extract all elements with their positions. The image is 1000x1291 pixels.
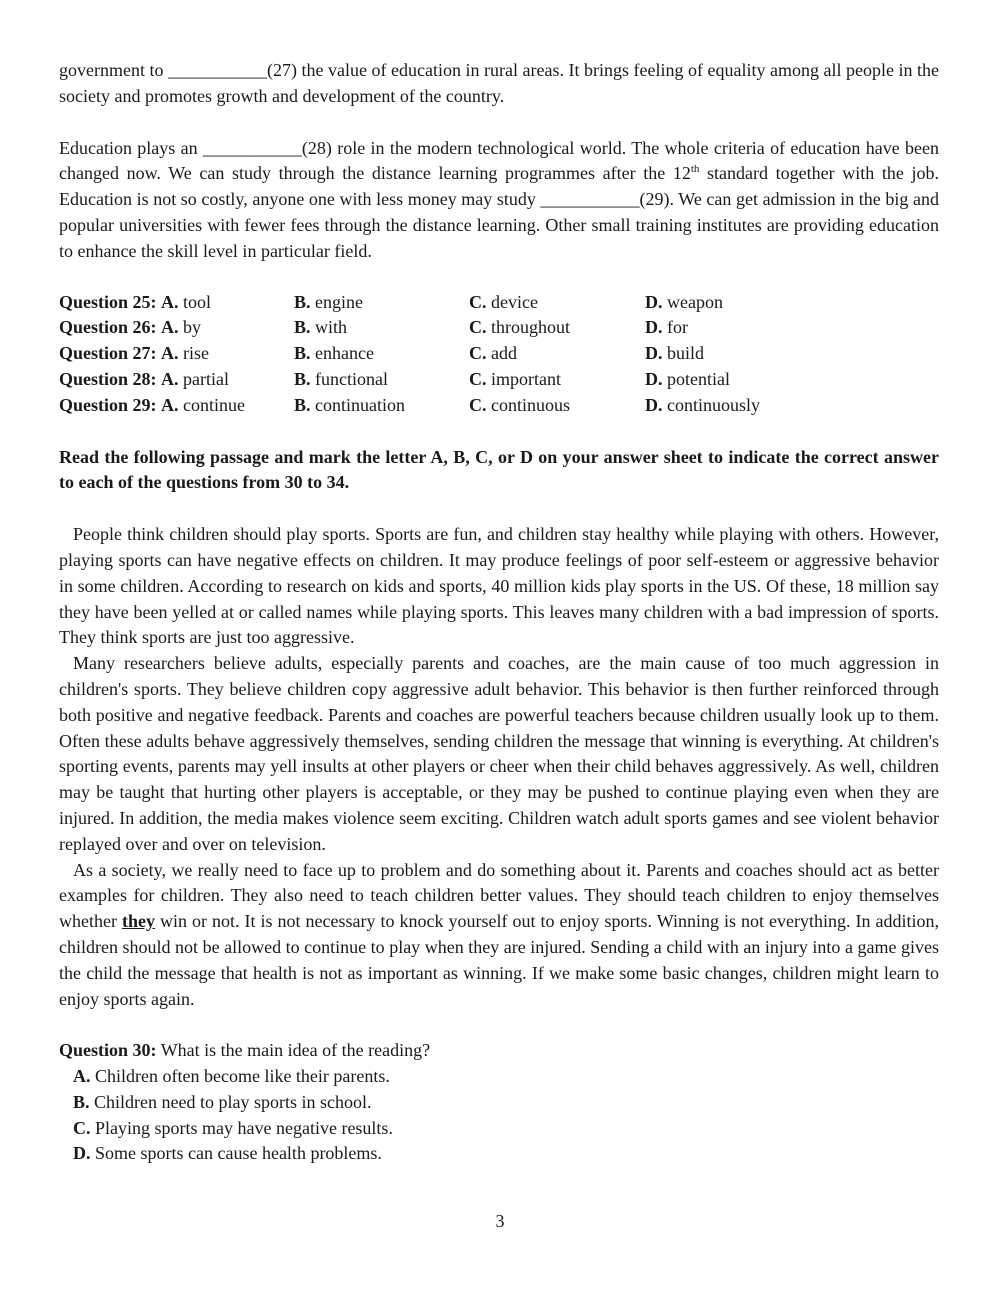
question-30 [59, 1038, 939, 1167]
question-row-29 [59, 393, 939, 419]
passage-paragraph-1: People think children should play sports. Sports are fun, and children stay healthy while playing with others. However, playing sports can have negative effects on children. It may produce feelings of poor self-esteem or aggressive behavior in some children. According to research on kids and sports, 40 million kids play sports in the US. Of these, 18 million say they have been yelled at or called names while playing sports. This leaves many children with a bad impression of sports. They think sports are just too aggressive. [59, 524, 939, 648]
option-letter: C. [469, 317, 487, 338]
option-text: functional [310, 368, 388, 389]
document-page [59, 0, 939, 1167]
text-segment: Education plays an [59, 137, 203, 158]
option-d [645, 393, 845, 419]
blank-28: ___________ [202, 137, 302, 158]
option-letter: C. [469, 394, 487, 415]
option-text: continuous [486, 394, 570, 415]
option-text: for [662, 317, 688, 338]
option-a [59, 290, 294, 316]
option-text: engine [310, 291, 363, 312]
option-text: important [486, 368, 561, 389]
question-label: Question 30: [59, 1040, 157, 1061]
option-letter: B. [294, 317, 311, 338]
question-30-option-a [59, 1064, 939, 1090]
option-b [294, 290, 469, 316]
option-letter: C. [469, 368, 487, 389]
education-paragraph [59, 136, 939, 265]
option-text: by [178, 317, 202, 338]
passage-paragraph-3 [59, 858, 939, 1013]
question-30-option-c [59, 1116, 939, 1142]
option-text: rise [178, 343, 210, 364]
option-a [59, 315, 294, 341]
option-letter: D. [645, 394, 663, 415]
option-d [645, 367, 845, 393]
option-letter: D. [645, 317, 663, 338]
option-text: throughout [486, 317, 570, 338]
question-row-28 [59, 367, 939, 393]
question-row-26 [59, 315, 939, 341]
option-text: continuously [662, 394, 760, 415]
option-d [645, 341, 845, 367]
option-d [645, 290, 845, 316]
question-label: Question 25: [59, 291, 157, 312]
option-c [469, 290, 645, 316]
option-letter: B. [73, 1091, 90, 1112]
question-label: Question 28: [59, 368, 157, 389]
option-letter: D. [73, 1143, 91, 1164]
option-letter: A. [73, 1066, 91, 1087]
question-label: Question 27: [59, 343, 157, 364]
question-30-option-b [59, 1090, 939, 1116]
option-letter: C. [469, 291, 487, 312]
option-d [645, 315, 845, 341]
option-letter: A. [161, 368, 179, 389]
option-a [59, 341, 294, 367]
option-b [294, 315, 469, 341]
option-c [469, 341, 645, 367]
text-segment: (28) role in the modern technological world. The whole criteria of education have been changed now. We can study through the distance learning programmes after the 12 [59, 137, 939, 184]
option-letter: D. [645, 343, 663, 364]
option-letter: D. [645, 368, 663, 389]
option-c [469, 367, 645, 393]
option-text: potential [662, 368, 730, 389]
text-segment: government to [59, 60, 169, 80]
option-text: Some sports can cause health problems. [90, 1143, 382, 1164]
option-text: weapon [662, 291, 723, 312]
blank-27: ___________ [168, 60, 268, 80]
option-letter: A. [161, 343, 179, 364]
option-text: with [310, 317, 348, 338]
text-segment: standard together with the job. Education is not so costly, anyone one with less money may study [59, 163, 939, 210]
option-text: build [662, 343, 705, 364]
option-text: add [486, 343, 517, 364]
question-30-stem [59, 1038, 939, 1064]
option-letter: B. [294, 291, 311, 312]
option-text: Playing sports may have negative results. [90, 1117, 393, 1138]
reading-instruction: Read the following passage and mark the letter A, B, C, or D on your answer sheet to indicate the correct answer to each of the questions from 30 to 34. [59, 446, 939, 493]
text-segment: win or not. It is not necessary to knock yourself out to enjoy sports. Winning is not everything. In addition, children should not be allowed to continue to play when they are injured. Sending a child with an injury into a game gives the child the message that health is not as important as winning. If we make some basic changes, children might learn to enjoy sports again. [59, 911, 939, 1009]
option-text: Children often become like their parents. [90, 1066, 390, 1087]
option-text: continuation [310, 394, 405, 415]
option-b [294, 393, 469, 419]
option-a [59, 367, 294, 393]
question-label: Question 29: [59, 394, 157, 415]
question-stem: What is the main idea of the reading? [156, 1040, 431, 1061]
option-a [59, 393, 294, 419]
option-text: Children need to play sports in school. [89, 1091, 372, 1112]
option-text: enhance [310, 343, 374, 364]
passage-paragraph-2: Many researchers believe adults, especially parents and coaches, are the main cause of too much aggression in children's sports. They believe children copy aggressive adult behavior. This behavior is then further reinforced through both positive and negative feedback. Parents and coaches are powerful teachers because children usually look up to them. Often these adults behave aggressively themselves, sending children the message that winning is everything. At children's sporting events, parents may yell insults at other players or cheer when their child behaves aggressively. As well, children may be taught that hurting other players is acceptable, or they may be pushed to continue playing even when they are injured. In addition, the media makes violence seem exciting. Children watch adult sports games and see violent behavior replayed over and over on television. [59, 653, 939, 854]
option-text: tool [178, 291, 212, 312]
option-letter: A. [161, 394, 179, 415]
reading-passage [59, 522, 939, 1012]
option-text: continue [178, 394, 245, 415]
blank-29: ___________ [540, 189, 640, 210]
continuation-paragraph [59, 58, 939, 110]
option-b [294, 367, 469, 393]
option-text: partial [178, 368, 229, 389]
option-letter: A. [161, 291, 179, 312]
superscript-th: th [690, 163, 700, 176]
option-letter: B. [294, 343, 311, 364]
underlined-word-they: they [121, 911, 155, 932]
option-letter: C. [469, 343, 487, 364]
question-30-option-d [59, 1141, 939, 1167]
question-row-25 [59, 290, 939, 316]
option-letter: D. [645, 291, 663, 312]
page-number: 3 [495, 1211, 505, 1231]
question-options-table [59, 290, 939, 419]
question-label: Question 26: [59, 317, 157, 338]
text-segment: (27) the value of education in rural areas. It brings feeling of equality among all people in the society and promotes growth and development of the country. [59, 60, 940, 106]
option-letter: A. [161, 317, 179, 338]
option-text: device [486, 291, 538, 312]
text-segment: (29). We can get admission in the big and popular universities with fewer fees through the distance learning. Other small training institutes are providing education to enhance the skill level in particular field. [59, 189, 939, 261]
question-row-27 [59, 341, 939, 367]
option-letter: B. [294, 394, 311, 415]
option-c [469, 315, 645, 341]
option-b [294, 341, 469, 367]
option-c [469, 393, 645, 419]
text-segment: As a society, we really need to face up to problem and do something about it. Parents and coaches should act as better examples for children. They also need to teach children better values. They should teach children to enjoy themselves whether [59, 859, 939, 932]
option-letter: B. [294, 368, 311, 389]
option-letter: C. [73, 1117, 91, 1138]
